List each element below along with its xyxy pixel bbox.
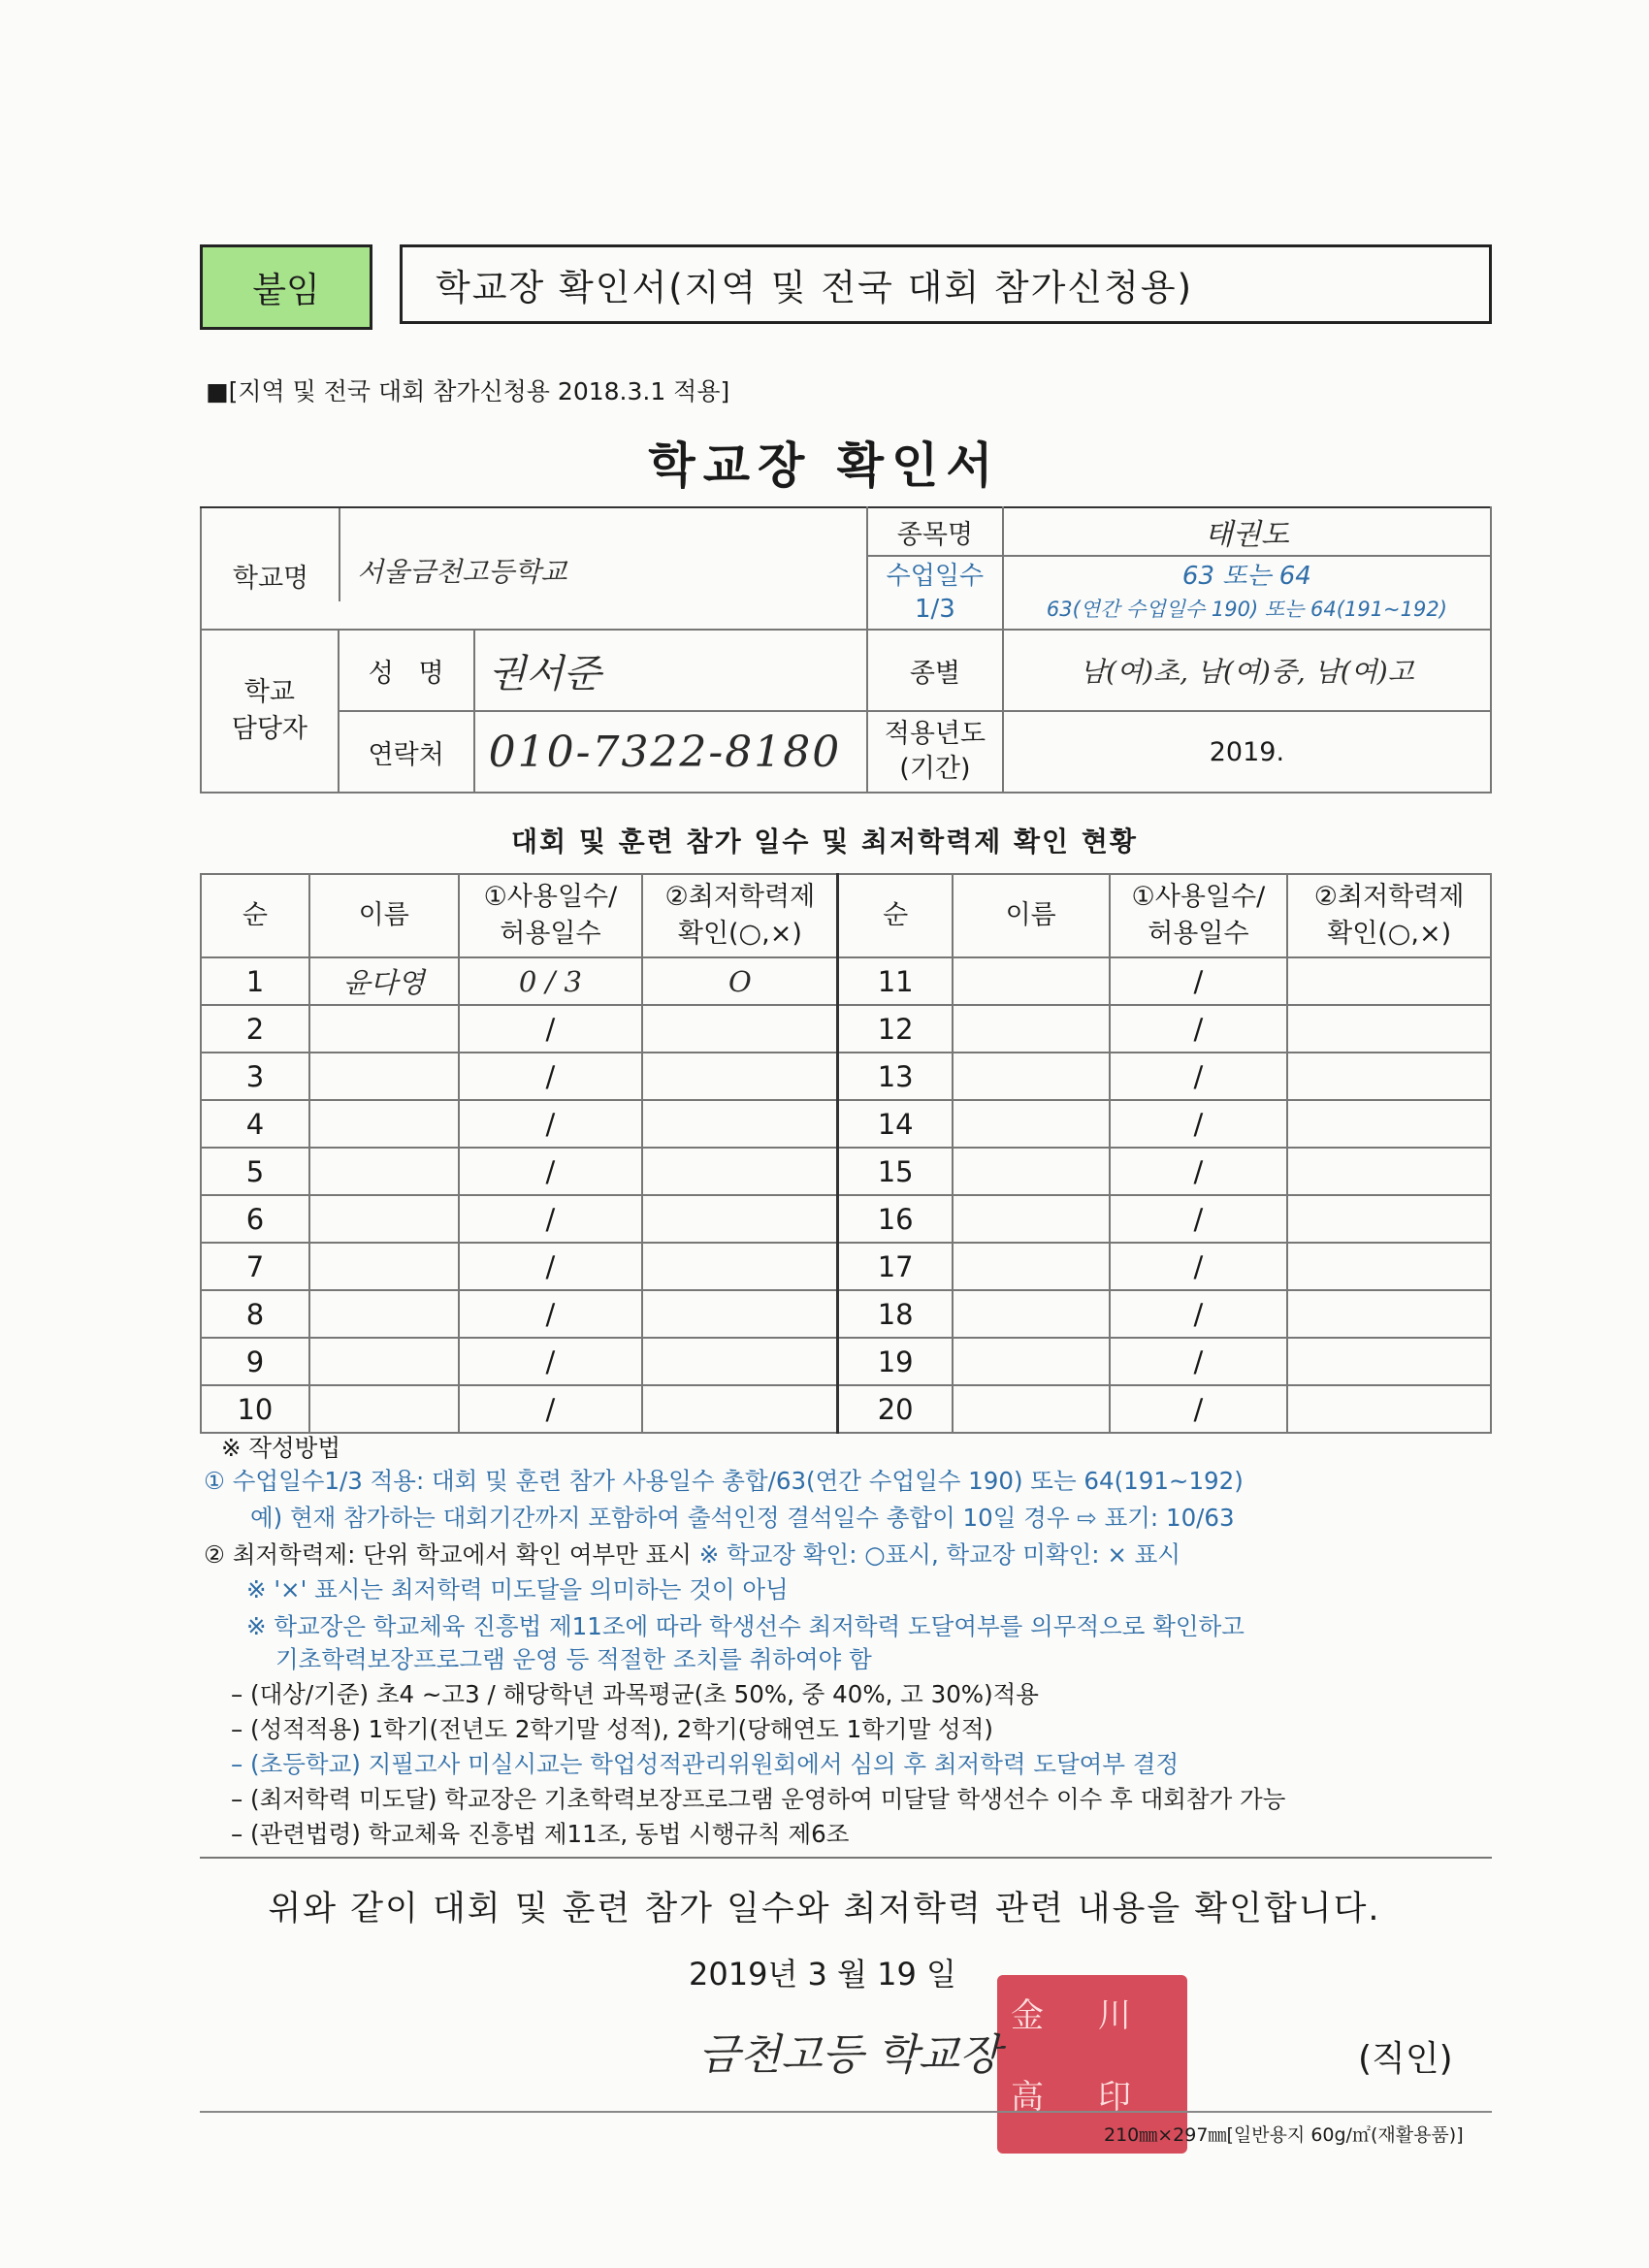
seal-label: (직인) bbox=[1358, 2039, 1453, 2079]
apply-year-label-2: (기간) bbox=[899, 754, 971, 784]
page-title: 학교장 확인서 bbox=[648, 437, 1001, 494]
row-days: / bbox=[459, 1195, 643, 1243]
form-subtitle: ■[지역 및 전국 대회 참가신청용 2018.3.1 적용] bbox=[206, 377, 730, 405]
row-no: 11 bbox=[838, 957, 953, 1005]
row-days: / bbox=[1110, 1243, 1288, 1290]
class-days-label-2: 1/3 bbox=[914, 595, 955, 624]
document-header-title: 학교장 확인서(지역 및 전국 대회 참가신청용) bbox=[400, 244, 1492, 324]
row-no: 8 bbox=[201, 1290, 309, 1338]
table-row bbox=[201, 1100, 1491, 1148]
row-name bbox=[953, 1053, 1110, 1100]
row-no: 5 bbox=[201, 1148, 309, 1195]
info-table bbox=[200, 506, 1492, 794]
table-row bbox=[201, 1338, 1491, 1385]
paper-spec-footer: 210㎜×297㎜[일반용지 60g/㎡(재활용품)] bbox=[1104, 2124, 1464, 2146]
note-line-2: 예) 현재 참가하는 대회기간까지 포함하여 출석인정 결석일수 총합이 10일 경우 ⇨ 표기: 10/63 bbox=[250, 1504, 1235, 1532]
row-name bbox=[953, 1338, 1110, 1385]
row-check bbox=[642, 1005, 838, 1053]
header-check-b-2: 확인(○,×) bbox=[1327, 919, 1452, 949]
staff-label-1: 학교 bbox=[243, 677, 295, 707]
row-name: 윤다영 bbox=[309, 957, 459, 1005]
row-no: 14 bbox=[838, 1100, 953, 1148]
apply-year-label-1: 적용년도 bbox=[884, 719, 986, 749]
row-check bbox=[642, 1290, 838, 1338]
table-row bbox=[201, 1385, 1491, 1433]
row-days: / bbox=[459, 1290, 643, 1338]
table-header-row bbox=[201, 874, 1491, 957]
row-no: 10 bbox=[201, 1385, 309, 1433]
row-name bbox=[953, 1290, 1110, 1338]
row-days: / bbox=[459, 1338, 643, 1385]
note-line-7: – (대상/기준) 초4 ~고3 / 해당학년 과목평균(초 50%, 중 40%, 고 30%)적용 bbox=[231, 1680, 1039, 1708]
stamp-char: 川 bbox=[1098, 1996, 1131, 2035]
row-days: / bbox=[1110, 1053, 1288, 1100]
row-check bbox=[1287, 1338, 1491, 1385]
row-days: / bbox=[1110, 957, 1288, 1005]
row-check bbox=[642, 1100, 838, 1148]
participation-table bbox=[200, 873, 1492, 1434]
table-row bbox=[201, 1243, 1491, 1290]
row-no: 2 bbox=[201, 1005, 309, 1053]
staff-label-2: 담당자 bbox=[231, 714, 307, 744]
row-check bbox=[642, 1195, 838, 1243]
header-days bbox=[459, 874, 643, 957]
row-name bbox=[309, 1195, 459, 1243]
sign-date: 2019년 3 월 19 일 bbox=[689, 1956, 956, 1993]
row-days: / bbox=[1110, 1005, 1288, 1053]
contact-value: 010-7322-8180 bbox=[474, 711, 867, 793]
note-line-11: – (관련법령) 학교체육 진흥법 제11조, 동법 시행규칙 제6조 bbox=[231, 1820, 850, 1848]
row-days: 0 / 3 bbox=[459, 957, 643, 1005]
row-check bbox=[1287, 1005, 1491, 1053]
row-check bbox=[1287, 957, 1491, 1005]
row-name bbox=[953, 1100, 1110, 1148]
footer-divider bbox=[200, 2111, 1492, 2113]
row-check bbox=[642, 1338, 838, 1385]
note-line-9: – (초등학교) 지필고사 미실시교는 학업성적관리위원회에서 심의 후 최저학력 도달여부 결정 bbox=[231, 1750, 1180, 1778]
row-check bbox=[1287, 1290, 1491, 1338]
school-name-cell bbox=[201, 507, 867, 630]
row-name bbox=[309, 1053, 459, 1100]
header-days-b-2: 허용일수 bbox=[1148, 919, 1249, 949]
row-check bbox=[1287, 1053, 1491, 1100]
apply-year-label bbox=[867, 711, 1003, 793]
row-check bbox=[1287, 1385, 1491, 1433]
row-check bbox=[642, 1053, 838, 1100]
row-days: / bbox=[1110, 1338, 1288, 1385]
row-check bbox=[1287, 1100, 1491, 1148]
class-days-label bbox=[867, 556, 1003, 630]
header-days-2: 허용일수 bbox=[500, 919, 601, 949]
school-name-value: 서울금천고등학교 bbox=[357, 556, 567, 588]
table-row bbox=[201, 1148, 1491, 1195]
row-check bbox=[642, 1148, 838, 1195]
note-line-3b: ※ 학교장 확인: ○표시, 학교장 미확인: × 표시 bbox=[698, 1540, 1180, 1569]
row-no: 18 bbox=[838, 1290, 953, 1338]
row-days: / bbox=[459, 1053, 643, 1100]
category-label: 종별 bbox=[867, 630, 1003, 711]
row-name bbox=[309, 1290, 459, 1338]
class-days-label-1: 수업일수 bbox=[886, 562, 985, 591]
row-check bbox=[1287, 1148, 1491, 1195]
row-check bbox=[1287, 1243, 1491, 1290]
person-name-value: 권서준 bbox=[474, 630, 867, 711]
confirmation-statement: 위와 같이 대회 및 훈련 참가 일수와 최저학력 관련 내용을 확인합니다. bbox=[268, 1890, 1381, 1928]
row-check bbox=[1287, 1195, 1491, 1243]
row-days: / bbox=[1110, 1195, 1288, 1243]
category-value: 남(여)초, 남(여)중, 남(여)고 bbox=[1003, 630, 1491, 711]
row-name bbox=[953, 1195, 1110, 1243]
event-value: 태권도 bbox=[1003, 507, 1491, 556]
row-no: 15 bbox=[838, 1148, 953, 1195]
note-line-6: 기초학력보장프로그램 운영 등 적절한 조치를 취하여야 함 bbox=[275, 1645, 872, 1673]
row-no: 16 bbox=[838, 1195, 953, 1243]
principal-signature-line: 금천고등 학교장 bbox=[698, 2030, 1001, 2080]
row-no: 3 bbox=[201, 1053, 309, 1100]
header-check-b-1: ②최저학력제 bbox=[1313, 882, 1465, 912]
row-days: / bbox=[1110, 1385, 1288, 1433]
row-name bbox=[953, 1148, 1110, 1195]
instructions-heading: ※ 작성방법 bbox=[221, 1434, 340, 1462]
class-days-value-1: 63 또는 64 bbox=[1181, 562, 1311, 591]
row-no: 4 bbox=[201, 1100, 309, 1148]
header-check-1: ②최저학력제 bbox=[664, 882, 816, 912]
table-row bbox=[201, 1053, 1491, 1100]
row-no: 19 bbox=[838, 1338, 953, 1385]
stamp-char: 金 bbox=[1011, 1996, 1044, 2035]
row-days: / bbox=[459, 1243, 643, 1290]
row-name bbox=[309, 1385, 459, 1433]
header-check-2: 확인(○,×) bbox=[677, 919, 802, 949]
row-check bbox=[642, 1385, 838, 1433]
row-no: 6 bbox=[201, 1195, 309, 1243]
note-line-3a: ② 최저학력제: 단위 학교에서 확인 여부만 표시 bbox=[204, 1540, 699, 1569]
row-days: / bbox=[459, 1148, 643, 1195]
header-no-2: 순 bbox=[838, 874, 953, 957]
event-label: 종목명 bbox=[867, 507, 1003, 556]
header-check-b bbox=[1287, 874, 1491, 957]
class-days-value bbox=[1003, 556, 1491, 630]
class-days-value-2: 63(연간 수업일수 190) 또는 64(191~192) bbox=[1046, 598, 1447, 621]
school-name-label: 학교명 bbox=[232, 564, 309, 594]
row-name bbox=[309, 1243, 459, 1290]
attachment-badge: 붙임 bbox=[200, 244, 372, 330]
row-no: 12 bbox=[838, 1005, 953, 1053]
table-row bbox=[201, 1290, 1491, 1338]
row-days: / bbox=[1110, 1100, 1288, 1148]
note-line-4: ※ '×' 표시는 최저학력 미도달을 의미하는 것이 아님 bbox=[246, 1575, 789, 1604]
row-name bbox=[309, 1338, 459, 1385]
row-days: / bbox=[459, 1100, 643, 1148]
row-days: / bbox=[1110, 1148, 1288, 1195]
row-no: 9 bbox=[201, 1338, 309, 1385]
row-check: O bbox=[642, 957, 838, 1005]
header-no: 순 bbox=[201, 874, 309, 957]
row-name bbox=[309, 1148, 459, 1195]
header-name: 이름 bbox=[309, 874, 459, 957]
row-no: 17 bbox=[838, 1243, 953, 1290]
note-line-5: ※ 학교장은 학교체육 진흥법 제11조에 따라 학생선수 최저학력 도달여부를 의무적으로 확인하고 bbox=[246, 1612, 1245, 1640]
header-check bbox=[642, 874, 838, 957]
row-days: / bbox=[459, 1385, 643, 1433]
header-days-b bbox=[1110, 874, 1288, 957]
note-line-8: – (성적적용) 1학기(전년도 2학기말 성적), 2학기(당해연도 1학기말 성적) bbox=[231, 1715, 993, 1743]
contact-label: 연락처 bbox=[339, 711, 474, 793]
row-no: 7 bbox=[201, 1243, 309, 1290]
note-line-3 bbox=[204, 1539, 1180, 1571]
row-days: / bbox=[459, 1005, 643, 1053]
row-name bbox=[309, 1100, 459, 1148]
stamp-char: 印 bbox=[1098, 2078, 1131, 2117]
table-row bbox=[201, 1195, 1491, 1243]
row-no: 20 bbox=[838, 1385, 953, 1433]
row-name bbox=[309, 1005, 459, 1053]
row-name bbox=[953, 957, 1110, 1005]
row-name bbox=[953, 1243, 1110, 1290]
stamp-char: 高 bbox=[1011, 2078, 1044, 2117]
row-no: 1 bbox=[201, 957, 309, 1005]
row-days: / bbox=[1110, 1290, 1288, 1338]
note-line-10: – (최저학력 미도달) 학교장은 기초학력보장프로그램 운영하여 미달달 학생선수 이수 후 대회참가 가능 bbox=[231, 1785, 1286, 1813]
row-name bbox=[953, 1385, 1110, 1433]
section-title: 대회 및 훈련 참가 일수 및 최저학력제 확인 현황 bbox=[511, 826, 1138, 858]
header-name-2: 이름 bbox=[953, 874, 1110, 957]
staff-label bbox=[201, 630, 339, 793]
apply-year-value: 2019. bbox=[1003, 711, 1491, 793]
row-check bbox=[642, 1243, 838, 1290]
header-days-1: ①사용일수/ bbox=[483, 882, 618, 912]
note-line-1: ① 수업일수1/3 적용: 대회 및 훈련 참가 사용일수 총합/63(연간 수업일수 190) 또는 64(191~192) bbox=[204, 1467, 1244, 1495]
person-name-label: 성 명 bbox=[339, 630, 474, 711]
header-days-b-1: ①사용일수/ bbox=[1131, 882, 1266, 912]
table-row bbox=[201, 957, 1491, 1005]
table-row bbox=[201, 1005, 1491, 1053]
row-name bbox=[953, 1005, 1110, 1053]
row-no: 13 bbox=[838, 1053, 953, 1100]
